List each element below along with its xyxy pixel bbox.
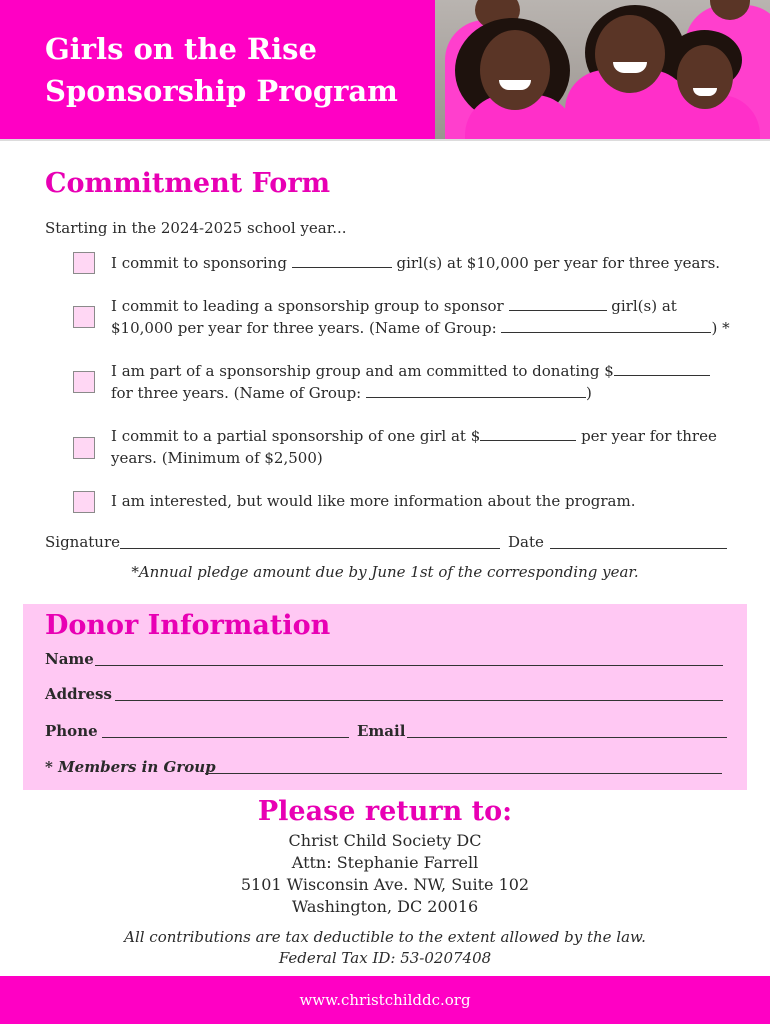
address-label: Address bbox=[45, 685, 112, 703]
header-divider bbox=[0, 139, 770, 141]
return-city: Washington, DC 20016 bbox=[291, 897, 479, 916]
members-label: * Members in Group bbox=[45, 758, 216, 776]
email-field[interactable] bbox=[407, 737, 727, 738]
return-title: Please return to: bbox=[257, 796, 513, 827]
option-3-text-line2: for three years. (Name of Group: ) bbox=[111, 384, 592, 402]
girls-photo bbox=[435, 0, 770, 139]
email-label: Email bbox=[357, 722, 406, 740]
name-label: Name bbox=[45, 650, 94, 668]
program-title bbox=[45, 28, 425, 112]
option-4-text-line1: I commit to a partial sponsorship of one girl at $ per year for three bbox=[111, 427, 717, 445]
group-name-blank[interactable] bbox=[501, 318, 711, 333]
option-2-text-line1: I commit to leading a sponsorship group to sponsor girl(s) at bbox=[111, 297, 677, 315]
option-2-text-line2: $10,000 per year for three years. (Name of Group: ) * bbox=[111, 319, 730, 337]
option-3-text-line1: I am part of a sponsorship group and am committed to donating $ bbox=[111, 361, 710, 382]
option-2-checkbox[interactable] bbox=[73, 306, 95, 328]
website-link[interactable]: www.christchilddc.org bbox=[299, 991, 471, 1009]
return-street: 5101 Wisconsin Ave. NW, Suite 102 bbox=[240, 875, 530, 894]
girls-count-blank[interactable] bbox=[292, 253, 392, 268]
program-title-line2: Sponsorship Program bbox=[45, 74, 398, 108]
date-label: Date bbox=[508, 533, 544, 551]
name-field[interactable] bbox=[95, 665, 723, 666]
option-5-checkbox[interactable] bbox=[73, 491, 95, 513]
option-3-checkbox[interactable] bbox=[73, 371, 95, 393]
option-5-text: I am interested, but would like more information about the program. bbox=[111, 492, 636, 510]
phone-field[interactable] bbox=[102, 737, 349, 738]
option-4-text-line2: years. (Minimum of $2,500) bbox=[111, 449, 323, 467]
member-group-name-blank[interactable] bbox=[366, 383, 586, 398]
intro-text: Starting in the 2024-2025 school year... bbox=[45, 219, 347, 237]
header-banner bbox=[0, 0, 435, 139]
commitment-form-title: Commitment Form bbox=[45, 168, 331, 199]
program-title-line1: Girls on the Rise bbox=[45, 32, 317, 66]
phone-label: Phone bbox=[45, 722, 98, 740]
tax-id: Federal Tax ID: 53-0207408 bbox=[278, 949, 492, 967]
option-4-checkbox[interactable] bbox=[73, 437, 95, 459]
date-line[interactable] bbox=[550, 548, 727, 549]
return-attn: Attn: Stephanie Farrell bbox=[291, 853, 479, 872]
return-org: Christ Child Society DC bbox=[288, 831, 482, 850]
option-1-checkbox[interactable] bbox=[73, 252, 95, 274]
pledge-note: *Annual pledge amount due by June 1st of the corresponding year. bbox=[131, 563, 639, 581]
option-1-text: I commit to sponsoring girl(s) at $10,000 per year for three years. bbox=[111, 254, 721, 272]
partial-amount-blank[interactable] bbox=[480, 426, 576, 441]
group-girls-count-blank[interactable] bbox=[509, 296, 607, 311]
address-field[interactable] bbox=[115, 700, 723, 701]
donor-info-title: Donor Information bbox=[45, 610, 331, 641]
footer-bar bbox=[0, 976, 770, 1024]
donation-amount-blank[interactable] bbox=[614, 361, 710, 376]
signature-label: Signature bbox=[45, 533, 121, 551]
signature-line[interactable] bbox=[120, 548, 500, 549]
tax-deductible-note: All contributions are tax deductible to the extent allowed by the law. bbox=[124, 928, 646, 946]
members-field[interactable] bbox=[205, 773, 722, 774]
